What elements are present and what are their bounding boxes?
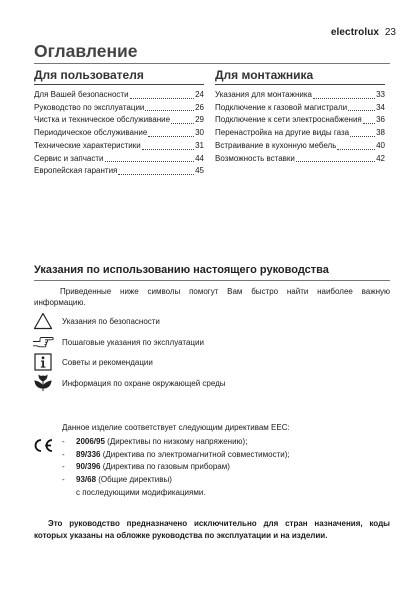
toc-user-heading: Для пользователя — [34, 68, 204, 85]
toc-entry[interactable]: Подключение к сети электроснабжения 36 — [215, 115, 385, 125]
toc-installer-heading: Для монтажника — [215, 68, 385, 85]
directive-item: - 89/336 (Директива по электромагнитной совместимости); — [62, 449, 290, 459]
directive-item: - 93/68 (Общие директивы) — [62, 474, 172, 484]
directives-tail: с последующими модификациями. — [76, 488, 206, 497]
legend-label: Пошаговые указания по эксплуатации — [62, 337, 204, 347]
toc-entry[interactable]: Для Вашей безопасности 24 — [34, 90, 204, 99]
legend-label: Советы и рекомендации — [62, 357, 153, 367]
directives-list — [62, 436, 290, 486]
toc-entry[interactable]: Указания для монтажника 33 — [215, 90, 385, 99]
directive-item: - 2006/95 (Директивы по низкому напряжению); — [62, 437, 248, 446]
toc-entry[interactable]: Подключение к газовой магистрали 34 — [215, 102, 385, 112]
toc-installer-column — [215, 68, 385, 165]
legend-item-safety — [32, 312, 160, 330]
legend-item-steps — [32, 333, 204, 351]
toc-entry[interactable]: Технические характеристики 31 — [34, 140, 204, 150]
title-divider — [34, 63, 390, 64]
footnote-text: Это руководство предназначено исключительно для стран назначения, коды которых указаны на обложке руководства по эксплуатации и на изделии. — [34, 519, 390, 540]
directive-item: - 90/396 (Директива по газовым приборам) — [62, 462, 230, 471]
toc-entry[interactable]: Руководство по эксплуатации 26 — [34, 102, 204, 112]
toc-entry[interactable]: Возможность вставки 42 — [215, 153, 385, 163]
toc-entry[interactable]: Европейская гарантия 45 — [34, 166, 204, 176]
ce-mark-icon — [32, 438, 54, 458]
toc-entry[interactable]: Периодическое обслуживание 30 — [34, 128, 204, 138]
legend-item-tips — [32, 353, 153, 371]
directives-intro: Данное изделие соответствует следующим директивам ЕЕС: — [62, 423, 290, 432]
page-number: 23 — [384, 27, 396, 38]
toc-entry[interactable]: Перенастройка на другие виды газа 38 — [215, 128, 385, 138]
legend-label: Указания по безопасности — [62, 316, 160, 326]
page-header — [331, 27, 396, 38]
section-divider — [34, 280, 390, 281]
legend-label: Информация по охране окружающей среды — [62, 378, 226, 388]
toc-entry[interactable]: Чистка и техническое обслуживание 29 — [34, 115, 204, 125]
toc-entry[interactable]: Сервис и запчасти 44 — [34, 153, 204, 163]
toc-title: Оглавление — [34, 41, 138, 61]
toc-entry[interactable]: Встраивание в кухонную мебель 40 — [215, 140, 385, 150]
legend-item-environment — [32, 374, 226, 392]
eco-flower-icon — [32, 374, 54, 392]
brand-name: electrolux — [330, 27, 380, 38]
warning-triangle-icon — [32, 312, 54, 330]
info-icon — [32, 353, 54, 371]
pointing-hand-icon — [32, 333, 54, 351]
usage-intro-text: Приведенные ниже символы помогут Вам быстро найти наиболее важную информацию. — [34, 287, 390, 307]
toc-user-column — [34, 68, 204, 178]
usage-section-title: Указания по использованию настоящего руководства — [34, 264, 329, 276]
